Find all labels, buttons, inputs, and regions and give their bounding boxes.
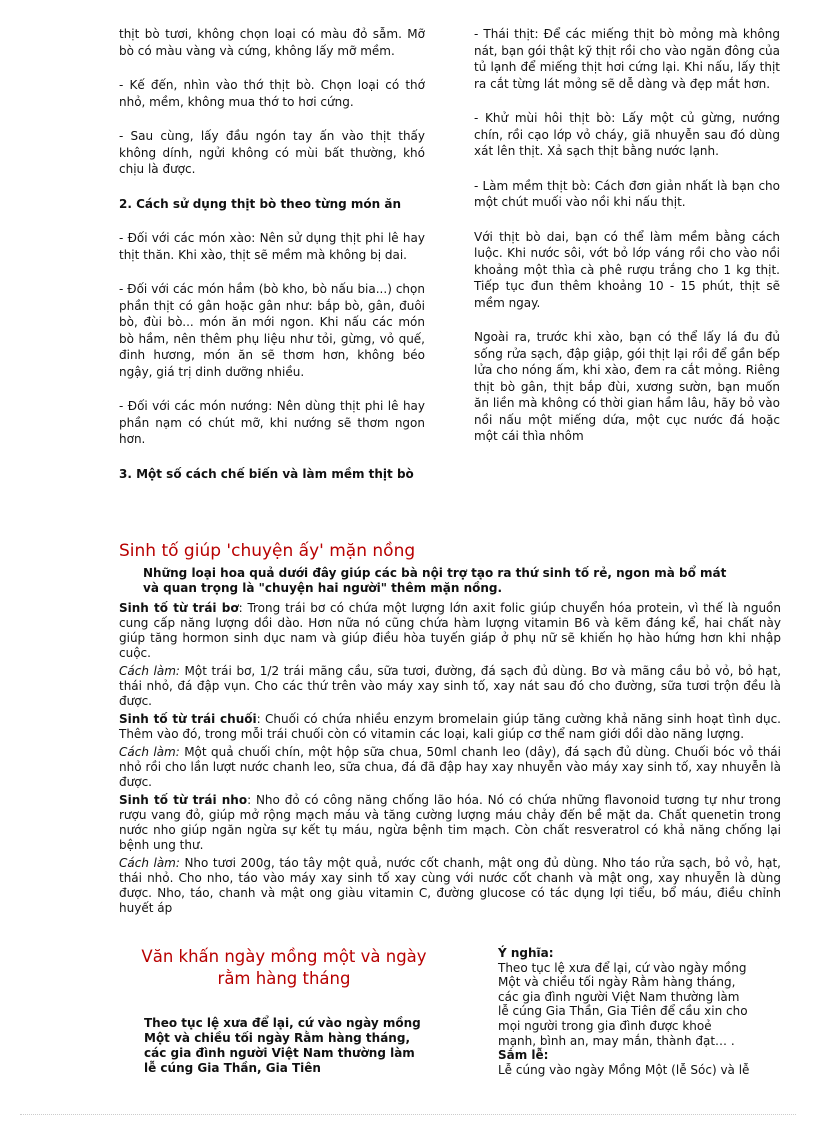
paragraph: - Đối với các món xào: Nên sử dụng thịt phi lê hay thịt thăn. Khi xào, thịt sẽ mềm mà không bị dai. [119,231,425,262]
meaning-label: Ý nghĩa: [498,946,554,960]
prayer-subtitle: Theo tục lệ xưa để lại, cứ vào ngày mồng Một và chiều tối ngày Rằm hàng tháng, các gia đình người Việt Nam thường làm lễ cúng Gia Thần, Gia Tiên [144,1016,421,1075]
recipe-label: Cách làm: [119,745,180,759]
avocado-text: : Trong trái bơ có chứa một lượng lớn axit folic giúp chuyển hóa protein, vì thế là nguồn cung cấp năng lượng dồi dào. Hơn nữa nó cũng chứa hàm lượng vitamin B6 và kẽm đáng kể, hai chất này giúp tăng hormon sinh dục nam và giúp điều hòa tuyến giáp ở phụ nữ sẽ khiến họ hào hứng hơn khi nhập cuộc. [119,601,781,660]
avocado-label: Sinh tố từ trái bơ [119,601,239,615]
paragraph: Với thịt bò dai, bạn có thể làm mềm bằng cách luộc. Khi nước sôi, vớt bỏ lớp váng rồi cho vào nồi khoảng một thìa cà phê rượu trắng cho 1 kg thịt. Tiếp tục đun thêm khoảng 10 - 15 phút, thịt sẽ mềm ngay. [474,229,780,310]
banana-recipe [119,745,781,790]
paragraph: - Kế đến, nhìn vào thớ thịt bò. Chọn loại có thớ nhỏ, mềm, không mua thớ to hơi cứng. [119,78,425,109]
article-intro: Những loại hoa quả dưới đây giúp các bà nội trợ tạo ra thứ sinh tố rẻ, ngon mà bổ mát và quan trọng là "chuyện hai người" thêm mặn nồng. [143,566,727,595]
recipe-label: Cách làm: [119,664,180,678]
prayer-title [119,946,449,990]
avocado-paragraph [119,601,781,661]
grape-recipe-text: Nho tươi 200g, táo tây một quả, nước cốt chanh, mật ong đủ dùng. Nho táo rửa sạch, bỏ vỏ, hạt, thái nhỏ. Cho nho, táo vào máy xay sinh tố xay cùng với nước cốt chanh và mật ong, xay nhuyễn là dùng được. Nho, táo, chanh và mật ong giàu vitamin C, đường glucose có tác dụng lợi tiểu, bổ máu, điều chỉnh huyết áp [119,856,781,915]
meaning-text: Theo tục lệ xưa để lại, cứ vào ngày mồng Một và chiều tối ngày Rằm hàng tháng, các gia đình người Việt Nam thường làm lễ cúng Gia Thần, Gia Tiên để cầu xin cho mọi người trong gia đình được khoẻ mạnh, bình an, may mắn, thành đạt… . [498,960,748,1048]
offering-label: Sắm lễ: [498,1048,549,1063]
prayer-title-line: Văn khấn ngày mồng một và ngày [141,947,427,966]
grape-paragraph [119,793,781,853]
smoothie-article [119,540,781,919]
paragraph: - Thái thịt: Để các miếng thịt bò mỏng mà không nát, bạn gói thật kỹ thịt rồi cho vào ngăn đông của tủ lạnh để miếng thịt hơi cứng lại. Khi nấu, lấy thịt ra cắt từng lát mỏng sẽ dễ dàng và đẹp mắt hơn. [474,27,780,91]
grape-label: Sinh tố từ trái nho [119,793,248,807]
left-column [119,26,425,500]
banana-label: Sinh tố từ trái chuối [119,712,257,726]
grape-recipe [119,856,781,916]
banana-text: : Chuối có chứa nhiều enzym bromelain giúp tăng cường khả năng sinh hoạt tình dục. Thêm vào đó, trong mỗi trái chuối còn có vitamin các loại, kali giúp cơ thể nam giới dồi dào năng lượng. [119,712,781,741]
section-heading: 2. Cách sử dụng thịt bò theo từng món ăn [119,196,401,211]
avocado-recipe [119,664,781,709]
prayer-details [498,946,753,1077]
section-heading: 3. Một số cách chế biến và làm mềm thịt bò [119,466,414,481]
page-bottom-rule [20,1114,796,1115]
paragraph: - Khử mùi hôi thịt bò: Lấy một củ gừng, nướng chín, rồi cạo lớp vỏ cháy, giã nhuyễn sau đó dùng xát lên thịt. Xả sạch thịt bằng nước lạnh. [474,111,780,158]
paragraph: - Đối với các món nướng: Nên dùng thịt phi lê hay phần nạm có chút mỡ, khi nướng sẽ thơm ngon hơn. [119,399,425,446]
grape-text: : Nho đỏ có công năng chống lão hóa. Nó có chứa những flavonoid tương tự như trong rượu vang đỏ, giúp mở rộng mạch máu và tăng cường lượng máu chảy đến bề mặt da. Chất quenetin trong nước nho giúp ngăn ngừa sự kết tụ máu, ngừa bệnh tim mạch. Còn chất resveratrol có khả năng chống lại bệnh ung thư. [119,793,781,852]
prayer-title-line: rằm hàng tháng [217,969,351,988]
offering-text: Lễ cúng vào ngày Mồng Một (lễ Sóc) và lễ [498,1062,750,1077]
article-title: Sinh tố giúp 'chuyện ấy' mặn nồng [119,541,416,561]
paragraph: - Đối với các món hầm (bò kho, bò nấu bia...) chọn phần thịt có gân hoặc gân như: bắp bò, gân, đuôi bò, đùi bò... món ăn mới ngon. Khi nấu các món bò hầm, nên thêm phụ liệu như tỏi, gừng, vỏ quế, đinh hương, món ăn sẽ thơm hơn, không béo ngậy, giá trị dinh dưỡng nhiều. [119,282,425,379]
prayer-article [119,946,449,1076]
paragraph: Ngoài ra, trước khi xào, bạn có thể lấy lá đu đủ sống rửa sạch, đập giập, gói thịt lại rồi để gần bếp lửa cho nóng ấm, khi xào, đem ra cắt mỏng. Riêng thịt bò gân, thịt bắp đùi, xương sườn, bạn muốn ăn liền mà không có thời gian hầm lâu, hãy bỏ vào nồi nấu một miếng dứa, một cục nước đá hoặc một cái thìa nhôm [474,330,780,443]
banana-paragraph [119,712,781,742]
avocado-recipe-text: Một trái bơ, 1/2 trái mãng cầu, sữa tươi, đường, đá sạch đủ dùng. Bơ và mãng cầu bỏ vỏ, bỏ hạt, thái nhỏ, đá đập vụn. Cho các thứ trên vào máy xay sinh tố, xay nát sau đó cho đường, sữa tươi trộn đều là được. [119,664,782,708]
banana-recipe-text: Một quả chuối chín, một hộp sữa chua, 50ml chanh leo (dây), đá sạch đủ dùng. Chuối bóc vỏ thái nhỏ rồi cho lần lượt nước chanh leo, sữa chua, đá đã đập hay xay nhuyễn vào máy xay sinh tố, xay nhuyễn là được. [119,745,781,789]
right-column [474,26,780,463]
paragraph: - Sau cùng, lấy đầu ngón tay ấn vào thịt thấy không dính, ngửi không có mùi bất thường, khó chịu là được. [119,129,425,176]
paragraph: - Làm mềm thịt bò: Cách đơn giản nhất là bạn cho một chút muối vào nồi khi nấu thịt. [474,178,780,209]
recipe-label: Cách làm: [119,856,180,870]
paragraph: thịt bò tươi, không chọn loại có màu đỏ sẫm. Mỡ bò có màu vàng và cứng, không lấy mỡ mềm. [119,27,425,58]
